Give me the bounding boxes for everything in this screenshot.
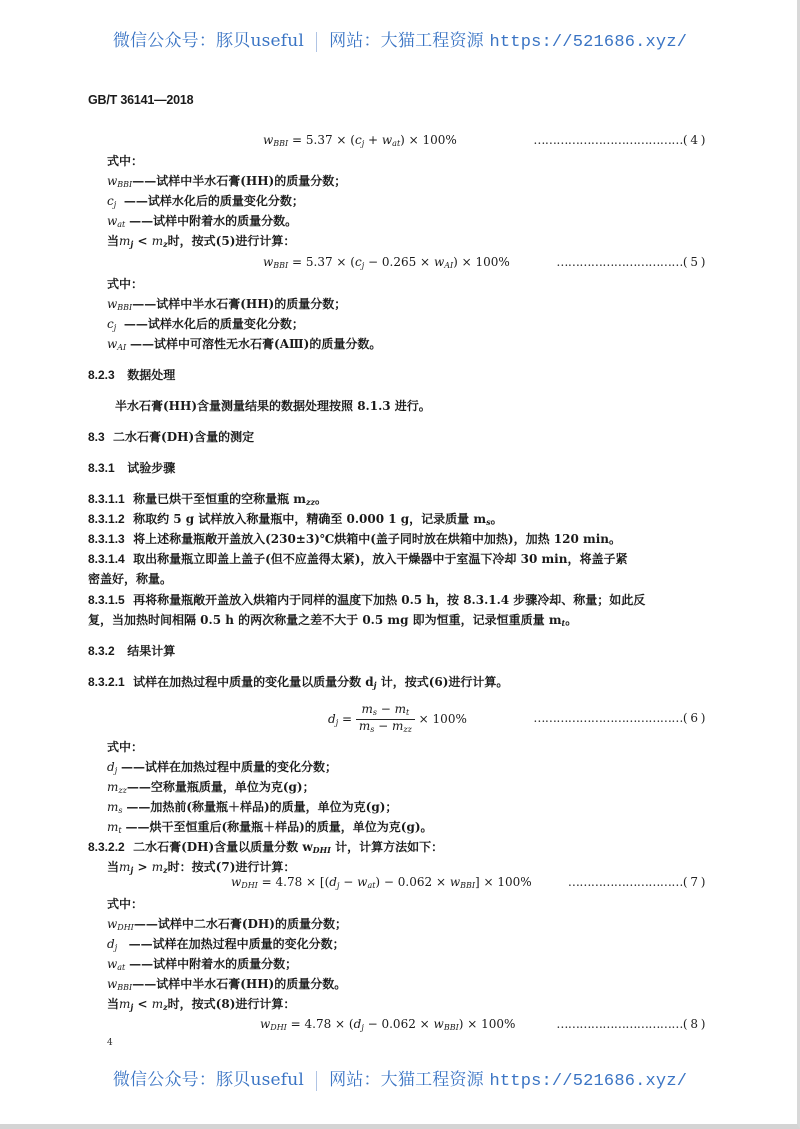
definition-item: $m_s$ ——加热前(称量瓶＋样品)的质量，单位为克(g)； bbox=[107, 800, 398, 815]
page-number: 4 bbox=[107, 1038, 113, 1048]
equation-number-7: …………………………( 7 ) bbox=[567, 875, 705, 889]
where-label: 式中： bbox=[107, 897, 144, 911]
definition-item: $w_{AI}$ ——试样中可溶性无水石膏(AⅢ)的质量分数。 bbox=[107, 337, 382, 352]
step-8-3-1-5: 8.3.1.5 再将称量瓶敞开盖放入烘箱内于同样的温度下加热 0.5 h，按 8.3.1.4 步骤冷却、称量；如此反 bbox=[88, 593, 646, 607]
equation-number-6: …………………………………( 6 ) bbox=[533, 711, 705, 725]
definition-item: $w_{at}$ ——试样中附着水的质量分数。 bbox=[107, 214, 298, 229]
watermark-url[interactable]: https://521686.xyz/ bbox=[489, 1072, 688, 1091]
equation-number-4: …………………………………( 4 ) bbox=[533, 133, 705, 147]
step-8-3-1-2: 8.3.1.2 称取约 5 g 试样放入称量瓶中，精确至 0.000 1 g，记录质量 $m_s$。 bbox=[88, 512, 503, 527]
definition-item: $m_{zz}——$空称量瓶质量，单位为克(g)； bbox=[107, 780, 315, 795]
formula-5 bbox=[88, 253, 705, 271]
definition-item: $w_{at}$ ——试样中附着水的质量分数； bbox=[107, 957, 298, 972]
definition-item: $w_{BBI}——$试样中半水石膏(HH)的质量分数。 bbox=[107, 977, 347, 992]
step-8-3-1-3: 8.3.1.3 将上述称量瓶敞开盖放入(230±3)℃烘箱中(盖子同时放在烘箱中加热)，加热 120 min。 bbox=[88, 532, 621, 546]
watermark-bottom bbox=[0, 1065, 800, 1091]
watermark-site-label: 网站：大猫工程资源 bbox=[329, 1070, 484, 1090]
watermark-account: 微信公众号：豚贝useful bbox=[112, 1070, 305, 1090]
watermark-top bbox=[0, 26, 800, 52]
formula-4-expression: $w_{BBI} = 5.37 \times (c_j + w_{at}) \times 100\%$ bbox=[263, 133, 457, 148]
watermark-divider bbox=[316, 1071, 317, 1091]
where-label: 式中： bbox=[107, 740, 144, 754]
formula-6-expression: $d_j$ = $\frac{m_s - m_t}{m_s - m_{zz}}$ × 100% bbox=[328, 702, 467, 734]
section-heading-8-3: 8.3 二水石膏(DH)含量的测定 bbox=[88, 430, 255, 444]
paragraph-8-3-2-2: 8.3.2.2 二水石膏(DH)含量以质量分数 $w_{DHI}$ 计，计算方法如下： bbox=[88, 840, 444, 855]
equation-number-5: ……………………………( 5 ) bbox=[556, 255, 705, 269]
formula-7-expression: $w_{DHI} = 4.78 \times [(d_j - w_{at}) - 0.062 \times w_{BBI}] \times 100\%$ bbox=[231, 875, 532, 890]
formula-5-expression: $w_{BBI} = 5.37 \times (c_j - 0.265 \times w_{AI}) \times 100\%$ bbox=[263, 255, 510, 270]
paragraph-8-2-3: 半水石膏(HH)含量测量结果的数据处理按照 8.1.3 进行。 bbox=[115, 399, 431, 413]
definition-item: $w_{BBI}——$试样中半水石膏(HH)的质量分数； bbox=[107, 297, 347, 312]
section-heading-8-2-3: 8.2.3 数据处理 bbox=[88, 368, 176, 382]
fraction: $\frac{m_s - m_t}{m_s - m_{zz}}$ bbox=[356, 703, 415, 736]
section-heading-8-3-2: 8.3.2 结果计算 bbox=[88, 644, 176, 658]
formula-7 bbox=[88, 873, 705, 891]
condition-8: 当$m_j < m_z$时，按式(8)进行计算： bbox=[107, 997, 296, 1012]
definition-item: $w_{DHI}——$试样中二水石膏(DH)的质量分数； bbox=[107, 917, 347, 932]
formula-8 bbox=[88, 1015, 705, 1033]
where-label: 式中： bbox=[107, 277, 144, 291]
formula-8-expression: $w_{DHI} = 4.78 \times (d_j - 0.062 \times w_{BBI}) \times 100\%$ bbox=[260, 1017, 516, 1032]
where-label: 式中： bbox=[107, 154, 144, 168]
equation-number-8: ……………………………( 8 ) bbox=[556, 1017, 705, 1031]
definition-item: $c_j$ ——试样水化后的质量变化分数； bbox=[107, 194, 304, 209]
watermark-url[interactable]: https://521686.xyz/ bbox=[489, 33, 688, 52]
step-8-3-1-1: 8.3.1.1 称量已烘干至恒重的空称量瓶 $m_{zz}$。 bbox=[88, 492, 328, 507]
step-8-3-1-4-continued: 密盖好，称量。 bbox=[88, 572, 173, 586]
definition-item: $d_j$ ——试样在加热过程中质量的变化分数； bbox=[107, 760, 338, 775]
condition-5: 当$m_j < m_z$时，按式(5)进行计算： bbox=[107, 234, 296, 249]
definition-item: $d_j$ ——试样在加热过程中质量的变化分数； bbox=[107, 937, 345, 952]
watermark-account: 微信公众号：豚贝useful bbox=[112, 31, 305, 51]
formula-6 bbox=[88, 703, 705, 733]
watermark-divider bbox=[316, 32, 317, 52]
watermark-site-label: 网站：大猫工程资源 bbox=[329, 31, 484, 51]
paragraph-8-3-2-1: 8.3.2.1 试样在加热过程中质量的变化量以质量分数 $d_j$ 计，按式(6)进行计算。 bbox=[88, 675, 509, 690]
definition-item: $w_{BBI}——$试样中半水石膏(HH)的质量分数； bbox=[107, 174, 347, 189]
step-8-3-1-5-continued: 复，当加热时间相隔 0.5 h 的两次称量之差不大于 0.5 mg 即为恒重，记录恒重质量 $m_t$。 bbox=[88, 613, 578, 628]
condition-7: 当$m_j > m_z$时：按式(7)进行计算： bbox=[107, 860, 296, 875]
definition-item: $c_j$ ——试样水化后的质量变化分数； bbox=[107, 317, 304, 332]
definition-item: $m_t$ ——烘干至恒重后(称量瓶＋样品)的质量，单位为克(g)。 bbox=[107, 820, 433, 835]
standard-code: GB/T 36141—2018 bbox=[88, 93, 194, 107]
section-heading-8-3-1: 8.3.1 试验步骤 bbox=[88, 461, 176, 475]
step-8-3-1-4: 8.3.1.4 取出称量瓶立即盖上盖子(但不应盖得太紧)，放入干燥器中于室温下冷却 30 min，将盖子紧 bbox=[88, 552, 628, 566]
formula-4 bbox=[88, 131, 705, 149]
